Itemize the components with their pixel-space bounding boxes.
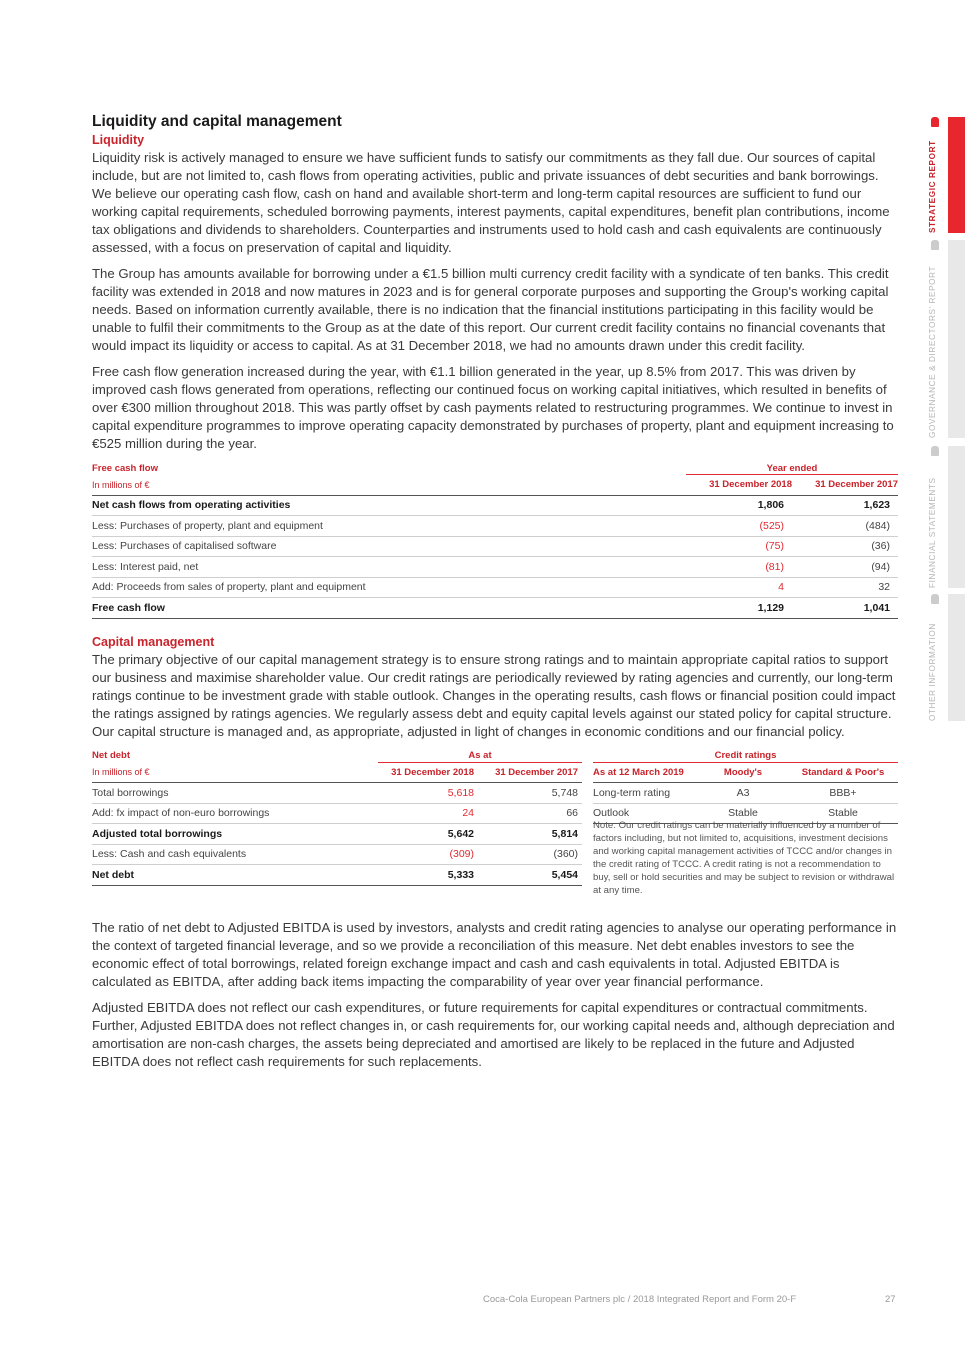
ebitda-paragraph-2: Adjusted EBITDA does not reflect our cash expenditures, or future requirements for capital expenditures or contractual commitments. Further, Adjusted EBITDA does not reflect changes in, or cash requirements for, our working capital needs and, although depreciation and amortisation are non-cash charges, the assets being depreciated and amortised are likely to be replaced in the future and Adjusted EBITDA does not reflect cash requirements for such replacements. <box>92 999 895 1069</box>
footer-text: Coca-Cola European Partners plc / 2018 Integrated Report and Form 20-F <box>483 1294 797 1305</box>
table-row: Total borrowings 5,618 5,748 <box>92 783 582 804</box>
table-row: Net debt 5,333 5,454 <box>92 865 582 886</box>
side-tab-bar <box>948 594 965 721</box>
table-row: Less: Purchases of capitalised software (75) (36) <box>92 536 898 557</box>
table-row: Add: fx impact of non-euro borrowings 24 66 <box>92 803 582 824</box>
debt-and-ratings-section <box>92 749 898 919</box>
side-tab-bar <box>948 446 965 588</box>
bottle-icon <box>931 240 939 250</box>
liquidity-paragraph-2: The Group has amounts available for borrowing under a €1.5 billion multi currency credit facility with a syndicate of ten banks. This credit facility was extended in 2018 and now matures in 2023 and is for general corporate purposes and supporting the Group's working capital needs. Based on information currently available, there is no indication that the financial institutions participating in this facility would be unable to fulfil their commitments to the Group as at the date of this report. Our current credit facility contains no financial covenants that would impact its liquidity or access to capital. As at 31 December 2018, we had no amounts drawn under this credit facility. <box>92 266 889 353</box>
side-tab-financial-statements[interactable] <box>928 446 965 588</box>
net-debt-title: Net debt <box>92 750 130 762</box>
table-row: Less: Purchases of property, plant and equipment (525) (484) <box>92 516 898 537</box>
ratings-note: Note: Our credit ratings can be materially influenced by a number of factors including, but not limited to, acquisitions, investment decisions and working capital management activities of TCCC and/or changes in the credit rating of TCCC. A credit rating is not a recommendation to buy, sell or hold securities and may be subject to revision or withdrawal at any time. <box>593 819 895 896</box>
side-tab-label: OTHER INFORMATION <box>928 623 937 721</box>
side-tab-bar <box>948 240 965 438</box>
net-debt-table <box>92 749 582 886</box>
side-tab-label: FINANCIAL STATEMENTS <box>928 477 937 588</box>
free-cash-flow-table <box>92 461 898 619</box>
fcf-col-2017: 31 December 2017 <box>792 475 898 496</box>
page-content <box>92 112 898 1079</box>
net-debt-col-2018: 31 December 2018 <box>378 762 478 783</box>
fcf-table-units: In millions of € <box>92 479 150 490</box>
table-row: Add: Proceeds from sales of property, plant and equipment 4 32 <box>92 577 898 598</box>
table-row: Outlook Stable Stable <box>593 803 898 824</box>
net-debt-units: In millions of € <box>92 767 150 777</box>
fcf-group-header: Year ended <box>766 462 818 474</box>
table-row: Less: Interest paid, net (81) (94) <box>92 557 898 578</box>
side-tab-bar <box>948 117 965 233</box>
table-row: Adjusted total borrowings 5,642 5,814 <box>92 824 582 845</box>
side-tab-label: STRATEGIC REPORT <box>928 140 937 233</box>
table-row: Net cash flows from operating activities 1,806 1,623 <box>92 495 898 516</box>
bottle-icon <box>931 594 939 604</box>
page-title: Liquidity and capital management <box>92 113 342 130</box>
ebitda-paragraph-1: The ratio of net debt to Adjusted EBITDA is used by investors, analysts and credit rating agencies to analyse our operating performance in the context of targeted financial leverage, and so we provide a reconciliation of this measure. Net debt enables investors to see the economic effect of total borrowings, related foreign exchange impact and cash and cash equivalents in total. Adjusted EBITDA is calculated as EBITDA, after adding back items impacting the comparability of year over year financial performance. <box>92 919 897 989</box>
net-debt-col-2017: 31 December 2017 <box>478 762 582 783</box>
bottle-icon <box>931 117 939 127</box>
ratings-group-header: Credit ratings <box>714 750 777 761</box>
side-tab-other-information[interactable] <box>928 594 965 721</box>
liquidity-subhead: Liquidity <box>92 133 145 147</box>
ratings-col-sp: Standard & Poor's <box>788 762 898 783</box>
liquidity-paragraph-1: Liquidity risk is actively managed to ensure we have sufficient funds to satisfy our commitments as they fall due. Our sources of capital include, but are not limited to, cash flows from operating activities, public and private issuances of debt securities and bank borrowings. We believe our operating cash flow, cash on hand and available short-term and long-term capital resources are sufficient to fund our working capital requirements, scheduled borrowing payments, interest payments, capital expenditures, benefit plan contributions, income tax obligations and dividends to shareholders. Counterparties and instruments used to hold cash and cash equivalents are continuously assessed, with a focus on preservation of capital and liquidity. <box>92 150 890 255</box>
side-tab-label: GOVERNANCE & DIRECTORS' REPORT <box>928 265 937 438</box>
capital-management-subhead: Capital management <box>92 634 215 649</box>
bottle-icon <box>931 446 939 456</box>
fcf-table-title-cell <box>92 461 686 475</box>
fcf-table-title: Free cash flow <box>92 462 158 474</box>
side-tab-strategic-report[interactable] <box>928 117 965 233</box>
fcf-col-2018: 31 December 2018 <box>686 475 792 496</box>
table-row: Long-term rating A3 BBB+ <box>593 783 898 804</box>
capital-paragraph-1: The primary objective of our capital management strategy is to ensure strong ratings and to maintain appropriate capital ratios to support our business and maximise shareholder value. Our credit ratings are periodically reviewed by rating agencies and currently, our long-term ratings continue to be investment grade with stable outlook. Changes in the operating results, cash flows or financial position could impact the ratings assigned by ratings agencies. We regularly assess debt and equity capital levels against our stated policy for capital structure. Our capital structure is managed and, as appropriate, adjusted in light of changes in economic conditions and our financial policy. <box>92 651 896 739</box>
page-number: 27 <box>885 1294 896 1305</box>
net-debt-group-header: As at <box>468 750 492 761</box>
ratings-col-date: As at 12 March 2019 <box>593 762 698 783</box>
side-tab-governance[interactable] <box>928 240 965 438</box>
liquidity-paragraph-3: Free cash flow generation increased during the year, with €1.1 billion generated in the year, up 8.5% from 2017. This was driven by improved cash flows generated from operations, reflecting our continued focus on working capital initiatives, which resulted in benefits of over €300 million throughout 2018. This was partly offset by cash payments related to restructuring programmes. We continue to invest in capital expenditure programmes to improve operating capacity demonstrated by purchases of property, plant and equipment increasing to €525 million during the year. <box>92 364 894 451</box>
table-row: Less: Cash and cash equivalents (309) (360) <box>92 844 582 865</box>
ratings-col-moodys: Moody's <box>698 762 788 783</box>
credit-ratings-table <box>593 749 898 825</box>
table-row: Free cash flow 1,129 1,041 <box>92 598 898 619</box>
